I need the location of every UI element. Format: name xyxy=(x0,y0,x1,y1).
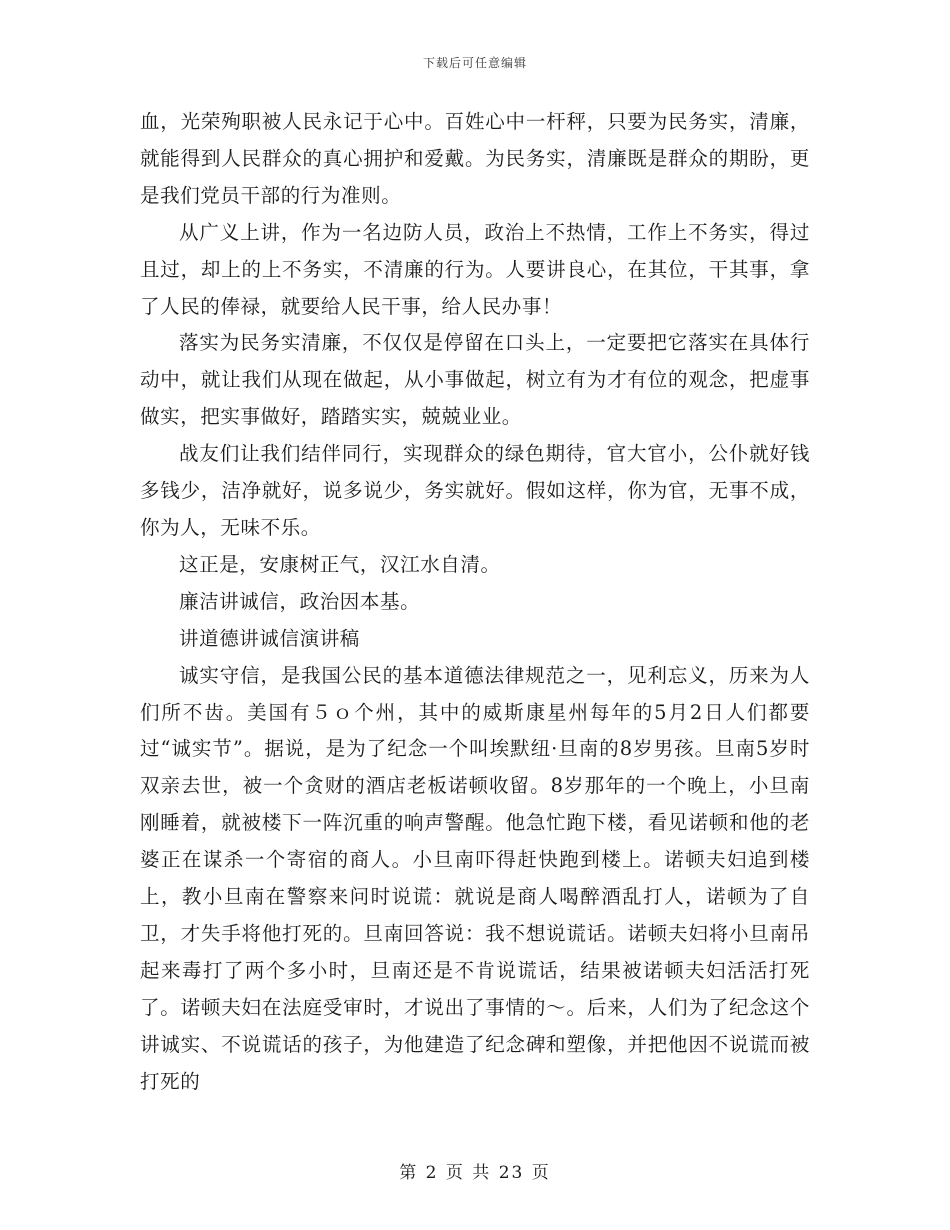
document-body xyxy=(140,104,810,1100)
page-header: 下载后可任意编辑 xyxy=(422,56,527,70)
page-number: 第 2 页 共 23 页 xyxy=(399,1163,551,1183)
paragraph-1: 血，光荣殉职被人民永记于心中。百姓心中一杆秤，只要为民务实，清廉，就能得到人民群众的真心拥护和爱戴。为民务实，清廉既是群众的期盼，更是我们党员干部的行为准则。 xyxy=(140,110,810,207)
paragraph-4: 战友们让我们结伴同行，实现群众的绿色期待，官大官小，公仆就好钱多钱少，洁净就好，说多说少，务实就好。假如这样，你为官，无事不成，你为人，无味不乐。 xyxy=(140,442,810,539)
paragraph-6: 廉洁讲诚信，政治因本基。 xyxy=(179,589,421,613)
paragraph-3: 落实为民务实清廉，不仅仅是停留在口头上，一定要把它落实在具体行动中，就让我们从现在做起，从小事做起，树立有为才有位的观念，把虚事做实，把实事做好，踏踏实实，兢兢业业。 xyxy=(140,331,810,429)
paragraph-2: 从广义上讲，作为一名边防人员，政治上不热情，工作上不务实，得过且过，却上的上不务实，不清廉的行为。人要讲良心，在其位，干其事，拿了人民的俸禄，就要给人民干事，给人民办事！ xyxy=(140,220,810,318)
paragraph-8: 诚实守信，是我国公民的基本道德法律规范之一，见利忘义，历来为人们所不齿。美国有５ｏ个州，其中的威斯康星州每年的5月2日人们都要过“诚实节”。据说，是为了纪念一个叫埃默纽·旦南的8岁男孩。旦南5岁时双亲去世，被一个贪财的酒店老板诺顿收留。8岁那年的一个晚上，小旦南刚睡着，就被楼下一阵沉重的响声警醒。他急忙跑下楼，看见诺顿和他的老婆正在谋杀一个寄宿的商人。小旦南吓得赶快跑到楼上。诺顿夫妇追到楼上，教小旦南在警察来问时说谎：就说是商人喝醉酒乱打人，诺顿为了自卫，才失手将他打死的。旦南回答说：我不想说谎话。诺顿夫妇将小旦南吊起来毒打了两个多小时，旦南还是不肯说谎话，结果被诺顿夫妇活活打死了。诺顿夫妇在法庭受审时，才说出了事情的～。后来，人们为了纪念这个讲诚实、不说谎话的孩子，为他建造了纪念碑和塑像，并把他因不说谎而被打死的 xyxy=(140,663,810,1093)
section-title: 讲道德讲诚信演讲稿 xyxy=(179,626,360,650)
paragraph-5: 这正是，安康树正气，汉江水自清。 xyxy=(179,552,501,576)
